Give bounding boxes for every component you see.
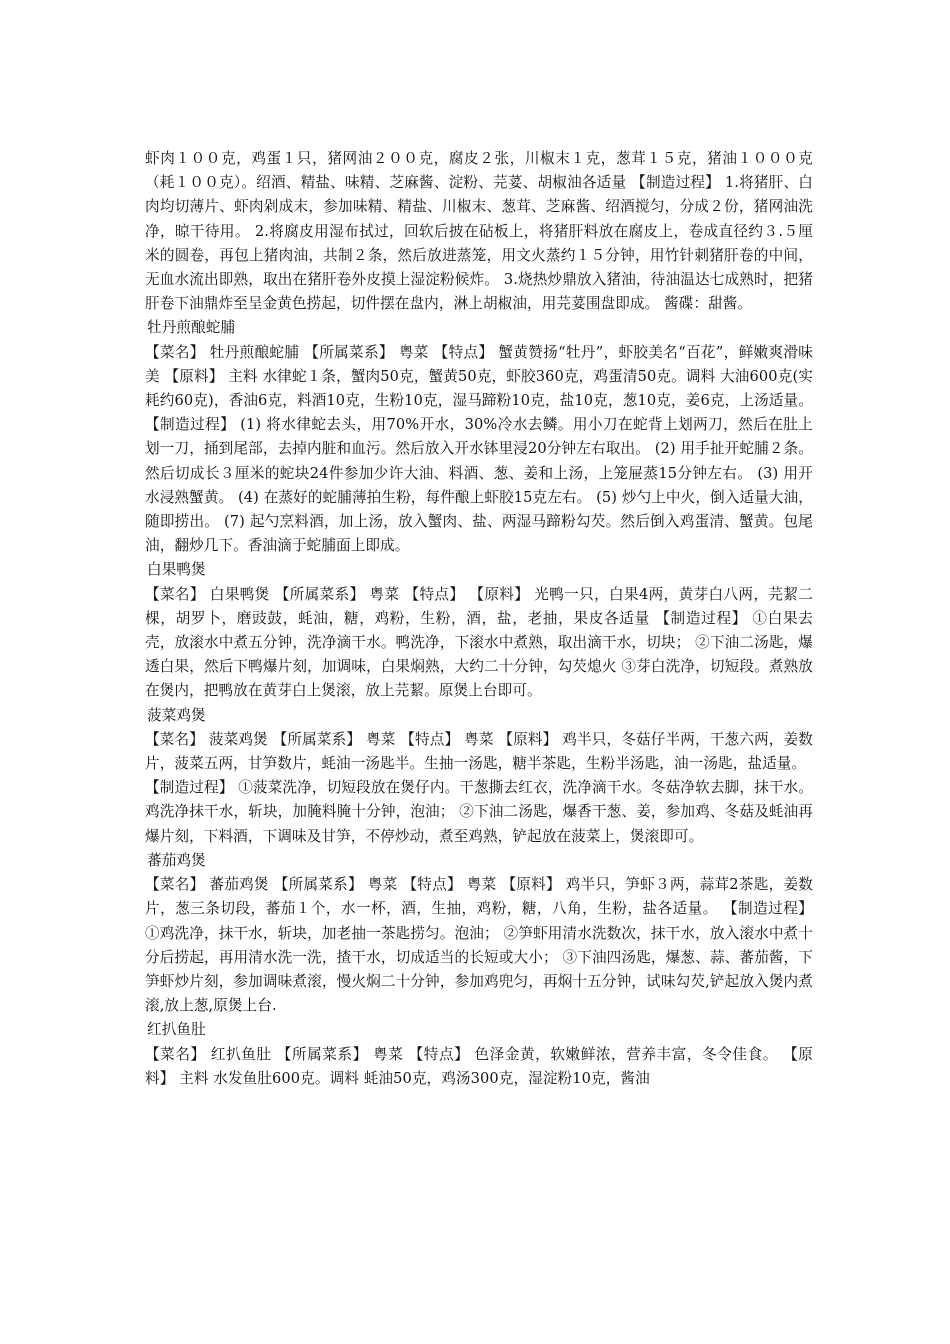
paragraph-ginkgo-duck-pot-recipe: 【菜名】 白果鸭煲 【所属菜系】 粤菜 【特点】 【原料】 光鸭一只，白果4两，黄芽白八两，芫絜二棵，胡罗卜，磨豉鼓，蚝油，糖，鸡粉，生粉，酒，盐，老抽，果皮各适量 【制造过程】 ①白果去壳，放滚水中煮五分钟，洗净滴干水。鸭洗净，下滚水中煮熟，取出滴干水，切块； ②下油二汤匙，爆透白果，然后下鸭爆片刻，加调味，白果焖熟，大约二十分钟，勾芡熄火 ③芽白洗净，切短段。煮熟放在煲内，把鸭放在黄芽白上煲滚，放上芫絜。原煲上台即可。 (145, 585, 813, 700)
dish-title-peony-snake: 牡丹煎酿蛇脯 (147, 319, 236, 337)
dish-title-braised-fish-maw: 红扒鱼肚 (147, 1021, 206, 1039)
paragraph-braised-fish-maw-recipe: 【菜名】 红扒鱼肚 【所属菜系】 粤菜 【特点】 色泽金黄，软嫩鲜浓，营养丰富，冬令佳食。 【原料】 主料 水发鱼肚600克。调料 蚝油50克，鸡汤300克，湿淀粉10克，酱油 (145, 1045, 813, 1087)
paragraph-peony-snake-recipe: 【菜名】 牡丹煎酿蛇脯 【所属菜系】 粤菜 【特点】 蟹黄赞扬“牡丹”，虾胶美名“百花”，鲜嫩爽滑味美 【原料】 主料 水律蛇１条，蟹肉50克，蟹黄50克，虾胶360克，鸡蛋清50克。调料 大油600克(实耗约60克)，香油6克，料酒10克，生粉10克，湿马蹄粉10克，盐10克，葱10克，姜6克，上汤适量。 【制造过程】 (1) 将水律蛇去头，用70%开水，30%冷水去鳞。用小刀在蛇背上划两刀，然后在肚上划一刀，捅到尾部，去掉内脏和血污。然后放入开水钵里浸20分钟左右取出。 (2) 用手扯开蛇脯２条。然后切成长３厘米的蛇块24件参加少许大油、料酒、葱、姜和上汤，上笼屉蒸15分钟左右。 (3) 用开水浸熟蟹黄。 (4) 在蒸好的蛇脯薄拍生粉，每件酿上虾胶15克左右。 (5) 炒勺上中火，倒入适量大油，随即捞出。 (7) 起勺烹料酒，加上汤，放入蟹肉、盐、两湿马蹄粉勾芡。然后倒入鸡蛋清、蟹黄。包尾油，翻炒几下。香油滴于蛇脯面上即成。 (145, 343, 813, 555)
paragraph-tomato-chicken-pot-recipe: 【菜名】 蕃茄鸡煲 【所属菜系】 粤菜 【特点】 粤菜 【原料】 鸡半只，笋虾３两，蒜茸2茶匙，姜数片，葱三条切段，蕃茄１个，水一杯，酒，生抽，鸡粉，糖，八角，生粉，盐各适量。 【制造过程】 ①鸡洗净，抹干水，斩块，加老抽一茶匙捞匀。泡油； ②笋虾用清水洗数次，抹干水，放入滚水中煮十分后捞起，再用清水洗一洗，揸干水，切成适当的长短或大小； ③下油四汤匙，爆葱、蒜、蕃茄酱，下笋虾炒片刻，参加调味煮滚，慢火焖二十分钟，参加鸡兜匀，再焖十五分钟，试味勾芡,铲起放入煲内煮滚,放上葱,原煲上台. (145, 876, 813, 1015)
dish-title-spinach-chicken-pot: 菠菜鸡煲 (147, 706, 206, 724)
paragraph-spinach-chicken-pot-steps: 【制造过程】 ①菠菜洗净，切短段放在煲仔内。干葱撕去红衣，洗净滴干水。冬菇净软去脚，抹干水。鸡洗净抹干水，斩块，加腌料腌十分钟，泡油； ②下油二汤匙，爆香干葱、姜，参加鸡、冬菇及蚝油再爆片刻，下料酒，下调味及甘笋，不停炒动，煮至鸡熟，铲起放在菠菜上，煲滚即可。 (145, 779, 813, 845)
dish-title-tomato-chicken-pot: 蕃茄鸡煲 (147, 851, 206, 869)
paragraph-pork-liver-roll-recipe: 虾肉１００克，鸡蛋１只，猪网油２００克，腐皮２张，川椒末１克，葱茸１５克，猪油１０００克（耗１００克）。绍酒、精盐、味精、芝麻酱、淀粉、芫荽、胡椒油各适量 【制造过程】 1.将猪肝、白肉均切薄片、虾肉剁成末，参加味精、精盐、川椒末、葱茸、芝麻酱、绍酒搅匀，分成２份，猪网油洗净，晾干待用。 2.将腐皮用湿布拭过，回软后披在砧板上，将猪肝料放在腐皮上，卷成直径约３.５厘米的圆卷，再包上猪肉油，共制２条，然后放进蒸笼，用文火蒸约１５分钟，用竹针刺猪肝卷的中间，无血水流出即熟，取出在猪肝卷外皮摸上湿淀粉候炸。 3.烧热炒鼎放入猪油，待油温达七成熟时，把猪肝卷下油鼎炸至呈金黄色捞起，切件摆在盘内，淋上胡椒油，用芫荽围盘即成。 酱碟：甜酱。 (145, 150, 813, 313)
paragraph-spinach-chicken-pot-ingredients: 【菜名】 菠菜鸡煲 【所属菜系】 粤菜 【特点】 粤菜 【原料】 鸡半只，冬菇仔半两，干葱六两，姜数片，菠菜五两，甘笋数片，蚝油一汤匙半。生抽一汤匙，糖半茶匙，生粉半汤匙，油一汤匙，盐适量。 (145, 730, 813, 773)
dish-title-ginkgo-duck-pot: 白果鸭煲 (147, 561, 206, 579)
document-page (145, 147, 813, 1091)
